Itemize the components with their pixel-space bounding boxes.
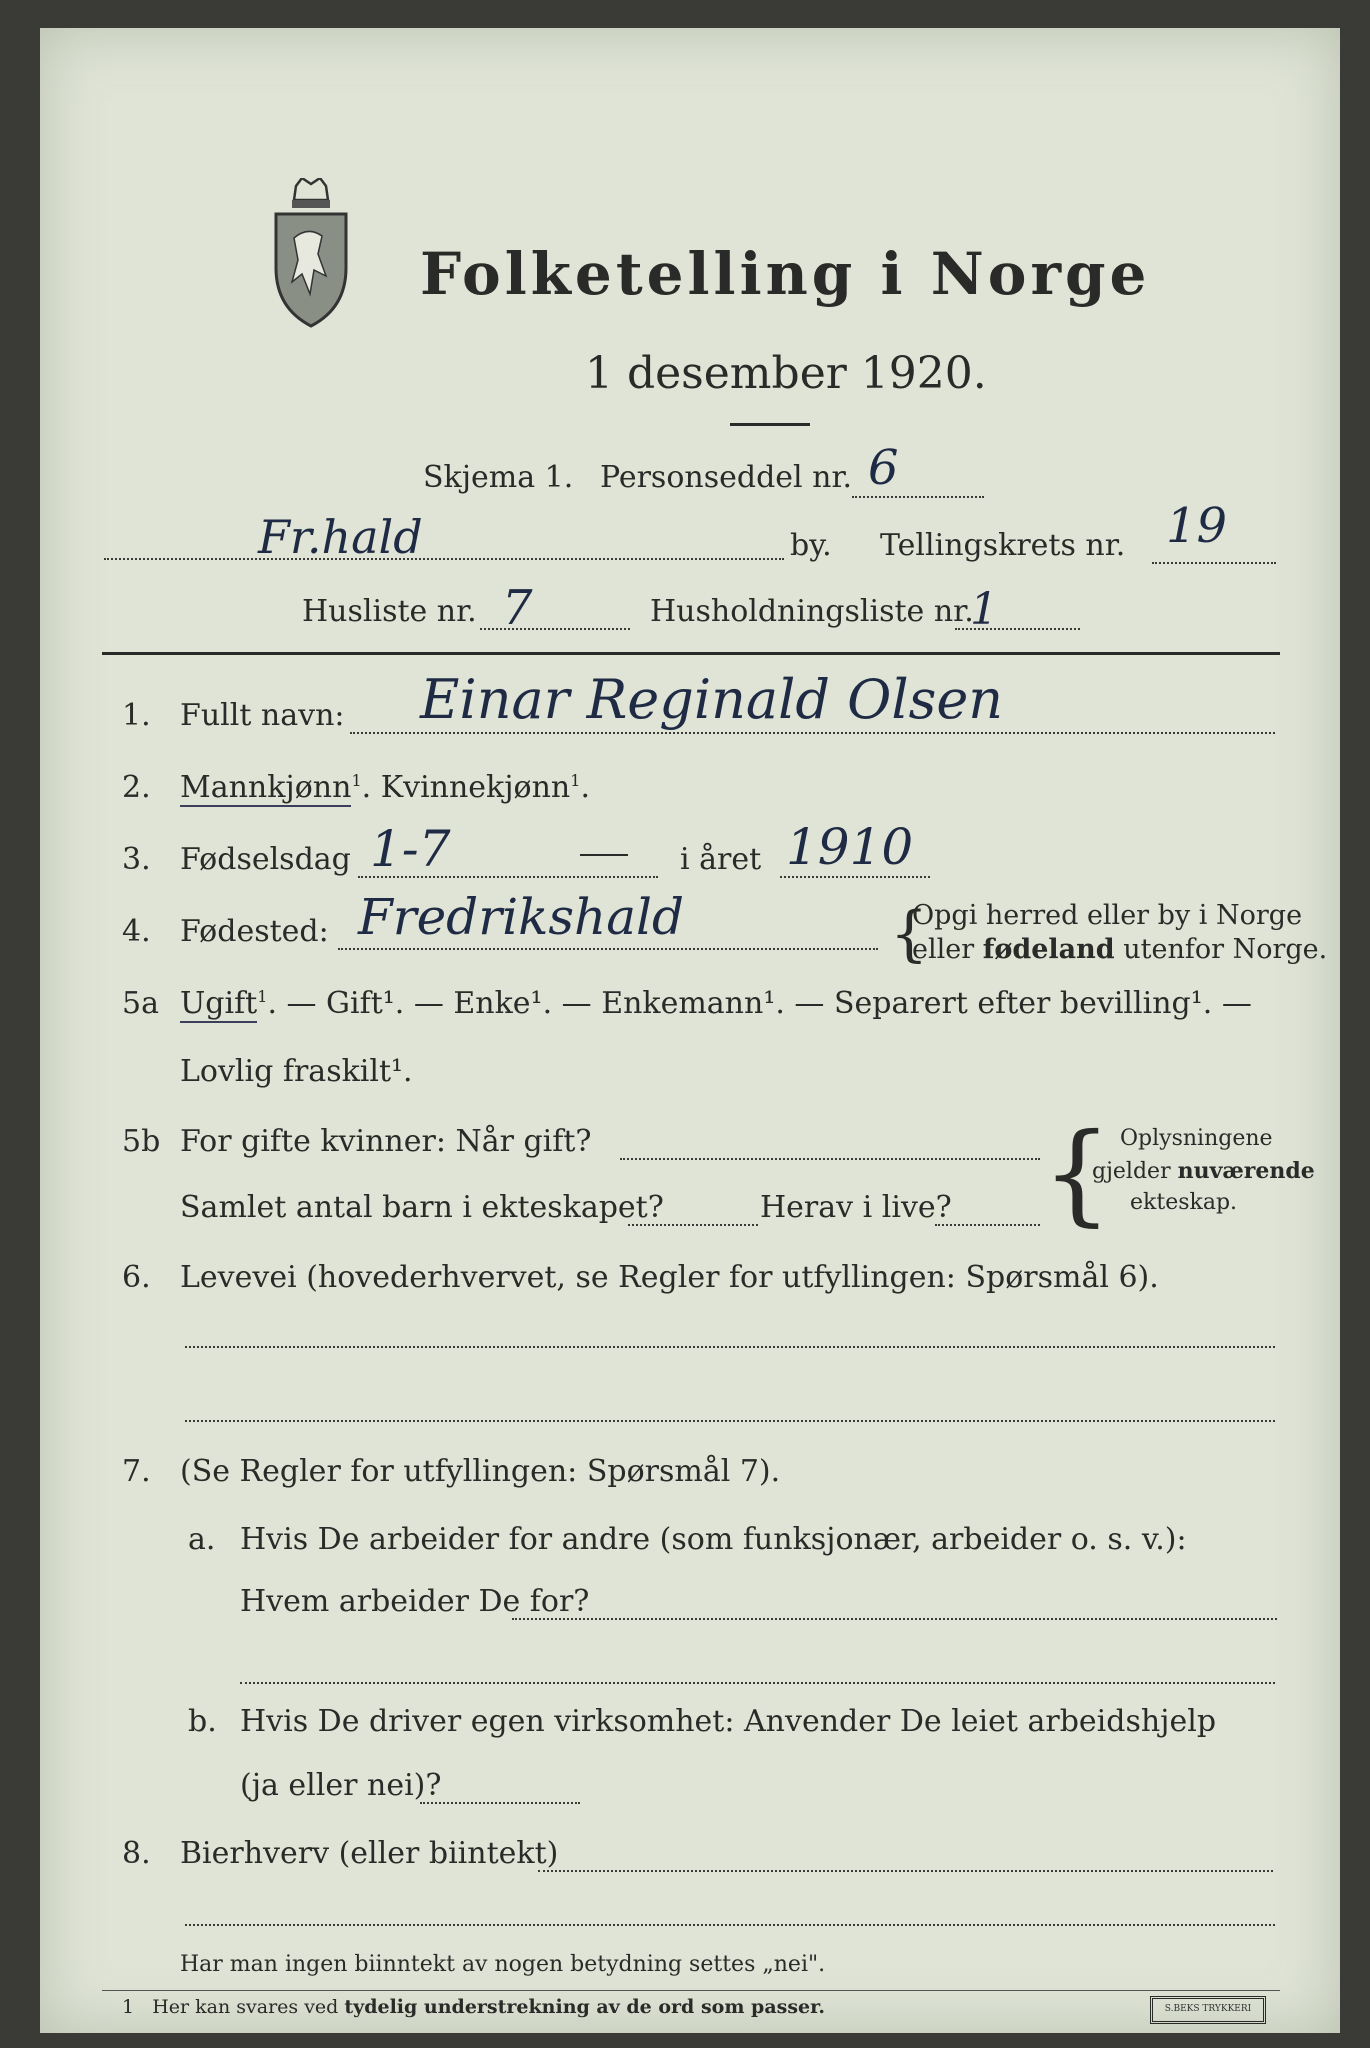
skjema-label: Skjema 1. <box>423 460 574 495</box>
q4-brace: { <box>890 899 929 969</box>
q3-year-line <box>780 876 930 878</box>
q5a-line2: Lovlig fraskilt¹. <box>180 1054 413 1089</box>
q2-end: . <box>580 770 590 805</box>
q5b-alive-label: Herav i live? <box>760 1190 952 1225</box>
q3-number: 3. <box>122 842 151 877</box>
q4-number: 4. <box>122 914 151 949</box>
q4-note-line1: Opgi herred eller by i Norge <box>912 900 1303 931</box>
q1-label: Fullt navn: <box>180 698 345 733</box>
q3-birthdate-value: 1-7 <box>370 820 451 878</box>
q6-line1 <box>185 1346 1275 1348</box>
form-title: Folketelling i Norge <box>420 240 1151 308</box>
q7b-answer-line <box>420 1802 580 1804</box>
q2-options: Mannkjønn$^1$. Kvinnekjønn$^1$. <box>180 770 590 805</box>
q5a-number: 5a <box>122 986 159 1021</box>
q7b-line2: (ja eller nei)? <box>240 1768 442 1803</box>
tellingskrets-label: Tellingskrets nr. <box>880 528 1126 563</box>
personseddel-line <box>852 496 984 498</box>
q5b-note2a: gjelder <box>1092 1159 1178 1184</box>
husliste-label: Husliste nr. <box>302 594 477 629</box>
town-value: Fr.hald <box>258 510 423 564</box>
q5b-note3: ekteskap. <box>1130 1190 1238 1215</box>
q4-line <box>338 948 878 950</box>
footnote-text-a: Her kan svares ved <box>152 1996 345 2018</box>
q7a-letter: a. <box>188 1522 216 1557</box>
tellingskrets-value: 19 <box>1166 498 1228 554</box>
q4-note2-c: utenfor Norge. <box>1114 934 1328 965</box>
q2-male-sup: 1 <box>351 771 362 790</box>
form-date: 1 desember 1920. <box>585 348 987 399</box>
q2-male-option: Mannkjønn <box>180 770 352 805</box>
husholdning-value: 1 <box>970 584 998 635</box>
tellingskrets-line <box>1152 562 1276 564</box>
q4-note-line2 <box>912 934 1327 965</box>
q8-line1 <box>538 1870 1273 1872</box>
q8-line2 <box>185 1924 1275 1926</box>
footnote-divider <box>102 1990 1280 1991</box>
q8-label: Bierhverv (eller biintekt) <box>180 1836 559 1871</box>
q4-note2-b: fødeland <box>982 934 1115 965</box>
q1-line <box>350 732 1275 734</box>
q5b-brace: { <box>1042 1109 1112 1237</box>
title-divider <box>730 423 810 426</box>
q5a-rest: . — Gift¹. — Enke¹. — Enkemann¹. — Separert efter bevilling¹. — <box>267 986 1252 1021</box>
q2-female-option: Kvinnekjønn <box>380 770 571 805</box>
q5b-number: 5b <box>122 1124 161 1159</box>
q5b-children-line <box>628 1224 758 1226</box>
personseddel-value: 6 <box>868 440 899 496</box>
q5b-alive-line <box>935 1224 1040 1226</box>
town-line <box>104 558 784 560</box>
footnote-number: 1 <box>122 1996 135 2018</box>
q5b-when-line <box>620 1158 1040 1160</box>
q4-birthplace-value: Fredrikshald <box>358 888 685 946</box>
q5b-label: For gifte kvinner: Når gift? <box>180 1124 592 1159</box>
footnote-text-b: tydelig understrekning av de ord som passer. <box>344 1996 825 2018</box>
q7a-line1: Hvis De arbeider for andre (som funksjonær, arbeider o. s. v.): <box>240 1522 1187 1557</box>
q7-label: (Se Regler for utfyllingen: Spørsmål 7). <box>180 1454 781 1489</box>
q5b-note1: Oplysningene <box>1120 1126 1273 1151</box>
q6-number: 6. <box>122 1260 151 1295</box>
coat-of-arms-icon <box>268 178 354 328</box>
q7-number: 7. <box>122 1454 151 1489</box>
q5b-note2b: nuværende <box>1177 1158 1315 1184</box>
q5b-note2 <box>1092 1158 1315 1184</box>
personseddel-label: Personseddel nr. <box>600 460 853 495</box>
q5a-options <box>180 986 1252 1021</box>
q7a-employer-line <box>512 1618 1277 1620</box>
q1-number: 1. <box>122 698 151 733</box>
census-form <box>40 28 1340 2033</box>
q7a-extra-line <box>240 1682 1275 1684</box>
q3-year-label: i året <box>680 842 762 877</box>
q8-number: 8. <box>122 1836 151 1871</box>
q6-line2 <box>185 1420 1275 1422</box>
footnote <box>122 1996 825 2018</box>
husliste-value: 7 <box>502 580 533 636</box>
by-label: by. <box>790 528 832 563</box>
q5a-ugift-option: Ugift <box>180 986 258 1021</box>
q3-label: Fødselsdag <box>180 842 351 877</box>
q2-number: 2. <box>122 770 151 805</box>
q2-female-sup: 1 <box>570 771 581 790</box>
header-divider <box>102 652 1280 655</box>
q3-year-value: 1910 <box>786 818 914 876</box>
printer-stamp: S.BEKS TRYKKERI <box>1150 1996 1266 2024</box>
q5b-children-label: Samlet antal barn i ekteskapet? <box>180 1190 664 1225</box>
q4-label: Fødested: <box>180 914 329 949</box>
q7a-line2: Hvem arbeider De for? <box>240 1584 590 1619</box>
q5a-ugift-sup: 1 <box>257 987 268 1006</box>
q4-note2-a: eller <box>912 934 983 965</box>
q3-dash <box>580 854 628 856</box>
q1-full-name-value: Einar Reginald Olsen <box>420 668 1004 731</box>
husholdning-label: Husholdningsliste nr. <box>650 594 974 629</box>
income-note: Har man ingen biinntekt av nogen betydning settes „nei". <box>180 1952 826 1977</box>
q6-label: Levevei (hovederhvervet, se Regler for utfyllingen: Spørsmål 6). <box>180 1260 1159 1295</box>
q7b-letter: b. <box>188 1704 217 1739</box>
q7b-line1: Hvis De driver egen virksomhet: Anvender De leiet arbeidshjelp <box>240 1704 1217 1739</box>
